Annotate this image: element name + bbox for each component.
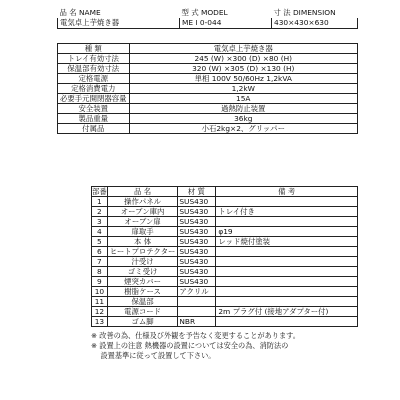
part-remarks (216, 277, 358, 287)
part-number: 4 (92, 227, 108, 237)
spec-value: 1,2kW (129, 84, 357, 94)
part-material (178, 297, 216, 307)
part-material: SUS430 (178, 247, 216, 257)
table-row (92, 247, 358, 257)
product-model: ME I 0-044 (180, 18, 272, 29)
table-row (92, 287, 358, 297)
part-material: SUS430 (178, 227, 216, 237)
part-number: 8 (92, 267, 108, 277)
spec-value: 245 (W) ×300 (D) ×80 (H) (129, 54, 357, 64)
part-name: オーブン庫内 (107, 207, 178, 217)
part-material: SUS430 (178, 197, 216, 207)
part-remarks: 2m プラグ付 (接地アダプター付) (216, 307, 358, 317)
part-remarks (216, 197, 358, 207)
table-row (92, 297, 358, 307)
part-name: ゴミ受け (107, 267, 178, 277)
note-line: 設置基準に従って設置して下さい。 (91, 351, 216, 360)
part-remarks (216, 287, 358, 297)
table-row (92, 237, 358, 247)
table-row (92, 317, 358, 327)
spec-value: 過熱防止装置 (129, 104, 357, 114)
notes (91, 331, 391, 361)
spec-value: 15A (129, 94, 357, 104)
part-number: 13 (92, 317, 108, 327)
part-remarks (216, 317, 358, 327)
part-material: SUS430 (178, 217, 216, 227)
part-remarks (216, 247, 358, 257)
parts-head-row (92, 187, 358, 197)
spec-label: 定格電源 (58, 74, 130, 84)
part-name: ゴム脚 (107, 317, 178, 327)
note-line: ※ 設置上の注意 熱機器の設置については安全の為、消防法の (91, 341, 289, 350)
spec-label: トレイ有効寸法 (58, 54, 130, 64)
table-row (92, 197, 358, 207)
parts-head-name: 品 名 (107, 187, 178, 197)
spec-label: 定格消費電力 (58, 84, 130, 94)
table-row (92, 207, 358, 217)
part-name: オーブン扉 (107, 217, 178, 227)
part-number: 12 (92, 307, 108, 317)
product-dimension: 430×430×630 (272, 18, 358, 29)
spec-row (58, 114, 358, 124)
part-remarks (216, 217, 358, 227)
spec-label: 保温部有効寸法 (58, 64, 130, 74)
part-remarks (216, 267, 358, 277)
part-number: 9 (92, 277, 108, 287)
parts-head-no: 部番 (92, 187, 107, 196)
part-material: SUS430 (178, 207, 216, 217)
spec-value: 36kg (129, 114, 357, 124)
table-row (92, 257, 358, 267)
dimension-column-label: 寸 法 DIMENSION (273, 8, 336, 17)
table-row (92, 267, 358, 277)
parts-head-remarks: 備 考 (216, 187, 358, 197)
spec-label: 製品重量 (58, 114, 130, 124)
table-row (92, 227, 358, 237)
part-number: 11 (92, 297, 108, 307)
spec-value: 小石2kg×2、グリッパー (129, 124, 357, 134)
part-name: 汁受け (107, 257, 178, 267)
spec-value: 320 (W) ×305 (D) ×130 (H) (129, 64, 357, 74)
part-material: NBR (178, 317, 216, 327)
model-column-label: 型 式 MODEL (181, 8, 228, 17)
spec-table (57, 43, 358, 134)
part-name: 操作パネル (107, 197, 178, 207)
spec-head-value: 電気卓上芋焼き器 (129, 44, 357, 54)
part-name: 煙突カバー (107, 277, 178, 287)
spec-row (58, 84, 358, 94)
part-material: SUS430 (178, 237, 216, 247)
spec-head-row (58, 44, 358, 54)
table-row (92, 277, 358, 287)
part-name: 保温部 (107, 297, 178, 307)
table-row (92, 217, 358, 227)
part-number: 10 (92, 287, 108, 297)
part-number: 1 (92, 197, 108, 207)
part-name: 本 体 (107, 237, 178, 247)
spec-row (58, 54, 358, 64)
spec-row (58, 104, 358, 114)
spec-label: 必要手元開閉器容量 (58, 94, 130, 104)
parts-head-material: 材 質 (178, 187, 216, 197)
part-number: 6 (92, 247, 108, 257)
parts-table (91, 186, 358, 327)
part-material (178, 307, 216, 317)
part-name: 扉取手 (107, 227, 178, 237)
part-material: SUS430 (178, 277, 216, 287)
part-remarks (216, 257, 358, 267)
part-remarks: トレイ付き (216, 207, 358, 217)
part-material: アクリル (178, 287, 216, 297)
part-number: 5 (92, 237, 108, 247)
part-material: SUS430 (178, 267, 216, 277)
product-name: 電気卓上芋焼き器 (58, 18, 180, 29)
part-name: ヒートプロテクター (107, 247, 178, 257)
table-row (92, 307, 358, 317)
part-remarks: レッド焼付塗装 (216, 237, 358, 247)
part-name: 電源コード (107, 307, 178, 317)
part-number: 7 (92, 257, 108, 267)
part-material: SUS430 (178, 257, 216, 267)
spec-row (58, 64, 358, 74)
name-column-label: 品 名 NAME (59, 8, 101, 17)
part-remarks (216, 297, 358, 307)
spec-head-label: 種 類 (58, 44, 130, 54)
part-number: 3 (92, 217, 108, 227)
spec-label: 安全装置 (58, 104, 130, 114)
part-number: 2 (92, 207, 108, 217)
header-table (57, 8, 358, 29)
part-name: 樹脂ケース (107, 287, 178, 297)
spec-row (58, 94, 358, 104)
note-line: ※ 改善の為、仕様及び外観を予告なく変更することがあります。 (91, 331, 300, 340)
spec-value: 単相 100V 50/60Hz 1,2kVA (129, 74, 357, 84)
spec-row (58, 74, 358, 84)
spec-label: 付属品 (58, 124, 130, 134)
spec-row (58, 124, 358, 134)
part-remarks: φ19 (216, 227, 358, 237)
